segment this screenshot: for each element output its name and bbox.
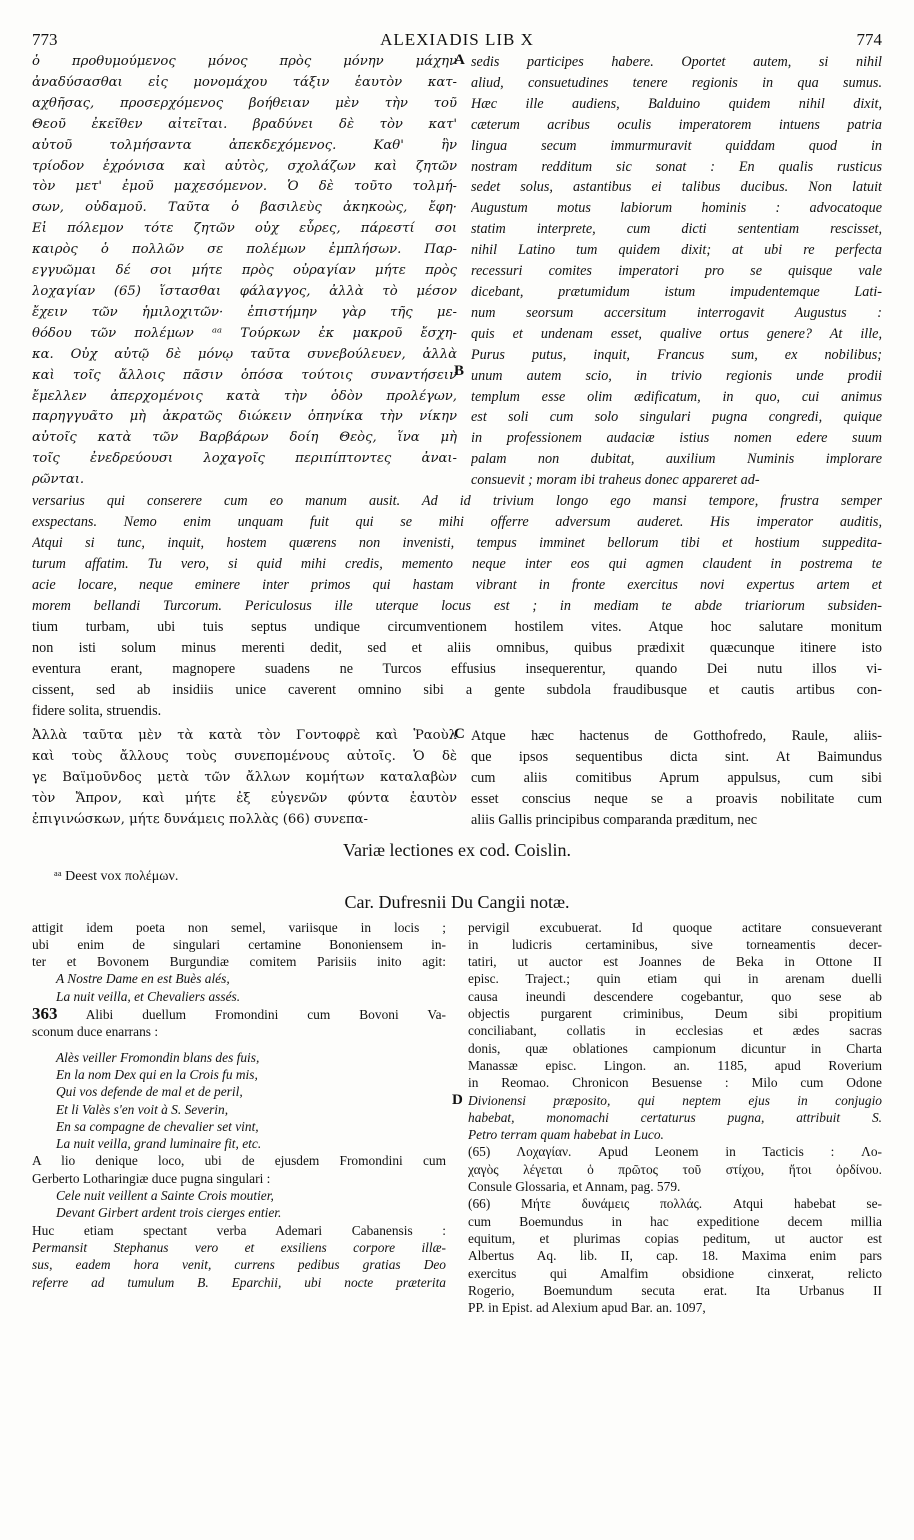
greek-line: ὁ προθυμούμενος μόνος πρὸς μόνην μάχην (32, 54, 457, 69)
greek-line: εγγυῶμαι δέ σοι μήτε πρὸς οὐραγίαν μήτε πρὸς (32, 263, 457, 279)
full-width-text (32, 491, 882, 722)
latin-line: consuevit ; moram ibi traheus donec appareret ad- (471, 472, 760, 489)
full-width-line: non isti solum minus merenti dedit, sed et aliis omnibus, quibus prædixit quæcunque itinere isto (32, 640, 882, 657)
notes-left-column (32, 919, 446, 1317)
greek-line: τὸν Ἄπρον, καὶ μήτε ἐξ εὐγενῶν φύντα ἑαυτὸν (32, 790, 457, 806)
margin-letter-b: B (454, 363, 465, 379)
latin-line: esset conscius neque se a proavis nobilitate cum (471, 790, 882, 807)
latin-line: lingua secum immurmuravit quiddam quod in (471, 137, 882, 154)
latin-line: sedis participes habere. Oportet autem, si nihil (471, 54, 882, 70)
latin-line: statim interprete, cum dicti sententiam rescisset, (471, 221, 882, 238)
latin-line: quis et undenam esset, qualive ortus genere? At ille, (471, 325, 882, 342)
latin-line: cum aliis comitibus Aprum appulsus, cum sibi (471, 769, 882, 786)
note-line: Devant Girbert ardent trois cierges entier. (56, 1205, 282, 1221)
full-width-line: fidere solita, struendis. (32, 703, 162, 720)
latin-line: Hæc ille audiens, Balduino quidem nihil dixit, (471, 95, 882, 112)
note-line: equitum, et plurimas copias peditum, ut auctor est (468, 1230, 882, 1246)
full-width-line: acie locare, neque eminere inter primos qui hastam vibrant in fronte exercitus novi expertus artem et (32, 577, 882, 594)
note-line (32, 1041, 446, 1049)
notes-right-column (452, 919, 882, 1317)
greek-line: ἔχειν τῶν ἡμιλοχιτῶν· ἐπιστήμην γὰρ τῆς με- (32, 304, 457, 320)
latin-column-2 (454, 726, 882, 831)
greek-line: τοῖς ἐνεδρεύουσι λοχαγοῖς περιπίπτοντες ἀναι- (32, 451, 457, 467)
greek-line: αὐτοῦ τολμήσαντα ἀπεκδεχόμενος. Καθ' ἣν (32, 137, 457, 153)
notes-heading: Car. Dufresnii Du Cangii notæ. (344, 891, 570, 912)
greek-line: ἀναδύσασθαι εἰς μονομάχου τάξιν ἑαυτὸν κατ- (32, 74, 457, 90)
latin-column (454, 52, 882, 491)
parallel-text-top (32, 52, 882, 491)
note-line: in Reomao. Chronicon Besuense : Milo cum Odone (468, 1075, 882, 1091)
greek-line: γε Βαϊμοῦνδος μετὰ τῶν ἄλλων κομήτων καταλαβὼν (32, 769, 457, 785)
note-line: Divionensi præposito, qui neptem ejus in conjugio (468, 1092, 882, 1108)
note-line: Huc etiam spectant verba Ademari Cabanensis : (32, 1222, 446, 1238)
note-line: attigit idem poeta non semel, variisque in locis ; (32, 919, 446, 935)
latin-line: nihil Latino tum quidem dixit; at ubi re perfecta (471, 242, 882, 259)
note-line: donis, quæ oblationes campionum dicuntur in Charta (468, 1040, 882, 1056)
greek-line: παρηγγυᾶτο μὴ ἀκρατῶς διώκειν ὁπηνίκα τὴν νίκην (32, 409, 457, 425)
latin-line: cæterum acribus oculis imperatorem intuens patria (471, 116, 882, 133)
note-line: Alès veiller Fromondin blans des fuis, (56, 1049, 260, 1065)
latin-line: aliis Gallis principibus comparanda præditum, nec (471, 811, 758, 828)
note-text: Alibi duellum Fromondini cum Bovoni Va- (85, 1007, 446, 1023)
note-line: habebat, monomachi certaturus pugna, attribuit S. (468, 1109, 882, 1125)
note-line: conciliabant, collatis in ecclesias et ædes sacras (468, 1023, 882, 1039)
latin-line: que ipsos sequentibus dicta sint. At Baimundus (471, 748, 882, 765)
note-line: Albertus Aq. lib. II, cap. 18. Maxima enim pars (468, 1248, 882, 1264)
latin-line: num seorsum accersitum interrogavit Augustus : (471, 304, 882, 321)
variae-heading: Variæ lectiones ex cod. Coislin. (343, 839, 571, 860)
full-width-line: cissent, sed ab insidiis unice caverent omnino sibi a gente subdola fraudibusque et cautis artibus con- (32, 682, 882, 699)
note-line (32, 1005, 446, 1023)
note-line: sus, eadem hora venit, currens pedibus gratias Deo (32, 1257, 446, 1273)
page-number-left: 773 (32, 30, 58, 49)
greek-line: Ἀλλὰ ταῦτα μὲν τὰ κατὰ τὸν Γοντοφρὲ καὶ Ῥαοὺλ (32, 728, 457, 744)
margin-letter-a: A (454, 52, 465, 68)
note-line: tatiri, ut auctor est Joannes de Beka in Ottone II (468, 954, 882, 970)
note-line: A lio denique loco, ubi de ejusdem Fromondini cum (32, 1153, 446, 1169)
variae-note: ᵃᵃ Deest vox πολέμων. (54, 868, 179, 884)
page-marker: 363 (32, 1005, 58, 1024)
note-line: A Nostre Dame en est Buès alés, (56, 971, 230, 987)
note-line: causa ineundi descendere cogebantur, quo sese ab (468, 988, 882, 1004)
notes-columns (32, 919, 882, 1317)
latin-line: Purus putus, inquit, Francus sum, ex nobilibus; (471, 346, 882, 363)
latin-line: nostram redditum sic sonat : En qualis rusticus (471, 158, 882, 175)
greek-line: θόδου τῶν πολέμων ᵃᵃ Τούρκων ἐκ μακροῦ ἔσχη- (32, 325, 457, 341)
full-width-line: eventura erant, magnopere suadens ne Turcos effusius insequerentur, quando Dei nutu illos vi- (32, 661, 882, 678)
note-line: Qui vos defende de mal et de peril, (56, 1084, 243, 1100)
note-line: episc. Traject.; quin etiam qui in arenam duelli (468, 971, 882, 987)
greek-column (32, 52, 457, 491)
latin-line: Atque hæc hactenus de Gotthofredo, Raule, aliis- (471, 728, 882, 745)
note-line: Cele nuit veillent a Sainte Crois moutier, (56, 1188, 274, 1204)
full-width-line: versarius qui conserere cum eo manum ausit. Ad id trivium longo ego mansi tempore, frustra semper (32, 493, 882, 510)
page-number-right: 774 (856, 30, 882, 49)
note-line: En sa compagne de chevalier set vint, (56, 1118, 259, 1134)
note-line: cum Boemundus in hac expeditione decem millia (468, 1213, 882, 1229)
full-width-line: morem bellandi Turcorum. Periculosus ille uterque locus est ; in mediam te abde triariorum subsiden- (32, 598, 882, 615)
note-line: exercitus qui Amalfim obsidione cinxerat, relicto (468, 1265, 882, 1281)
note-line: pervigil excubuerat. Id quoque actitare consueverant (468, 919, 882, 935)
note-line: χαγὸς λέγεται ὁ πρῶτος τοῦ στίχου, ἤτοι ὀρδίνου. (468, 1161, 882, 1177)
latin-line: templum esse olim ædificatum, in quo, cui animus (471, 388, 882, 405)
margin-letter-d: D (452, 1091, 463, 1108)
running-title: ALEXIADIS LIB X (380, 30, 534, 49)
parallel-text-bottom (32, 726, 882, 831)
greek-line: κα. Οὐχ αὐτῷ δὲ μόνῳ ταῦτα συνεβούλευεν, ἀλλὰ (32, 346, 457, 362)
latin-line: in professionem audaciæ istius nomen edere suum (471, 430, 882, 447)
running-header (32, 30, 882, 52)
note-line: sconum duce enarrans : (32, 1024, 159, 1040)
greek-line: Εἰ πόλεμον τότε ζητῶν οὐχ εὗρες, πάρεστί σοι (32, 221, 457, 237)
note-line: Permansit Stephanus vero et exsiliens corpore illæ- (32, 1239, 446, 1255)
latin-line: palam non dubitat, auxilium Numinis implorare (471, 451, 882, 468)
margin-letter-c: C (454, 726, 465, 743)
greek-line: ἔμελλεν ἀπερχομένοις κατὰ τὴν ὁδὸν προλέγων, (32, 388, 457, 404)
latin-line: Augustum motus labiorum hominis : advocatoque (471, 200, 882, 217)
note-line: Et li Valès s'en voit à S. Severin, (56, 1101, 229, 1117)
note-line: Consule Glossaria, et Annam, pag. 579. (468, 1179, 681, 1195)
note-line: Gerberto Lotharingiæ duce pugna singulari : (32, 1170, 271, 1186)
note-line: referre ad tumulum B. Eparchii, ubi nocte præterita (32, 1274, 446, 1290)
note-line: ubi enim de singulari certamine Bononiensem in- (32, 936, 446, 952)
note-line: (66) Μήτε δυνάμεις πολλάς. Atqui habebat se- (468, 1196, 882, 1212)
greek-line: καιρὸς ὁ πολλῶν σε πολέμων ἐμπλήσων. Παρ- (32, 242, 457, 258)
greek-line: τρίοδον ἐχρόνισα καὶ αὐτὸς, σχολάζων καὶ ζητῶν (32, 158, 457, 174)
full-width-line: turum affatim. Tu vero, si quid mihi credis, memento neque inter eos qui agmen claudent in postrema te (32, 556, 882, 573)
latin-line: aliud, consuetudines tenere regionis in qua sumus. (471, 74, 882, 91)
note-line: Rogerio, Boemundum secuta erat. Ita Urbanus II (468, 1282, 882, 1298)
greek-line: τὸν μετ' ἐμοῦ μαχεσόμενον. Ὁ δὲ τοῦτο τολμή- (32, 179, 457, 195)
note-line: (65) Λοχαγίαν. Apud Leonem in Tacticis : Λο- (468, 1144, 882, 1160)
latin-line: sedet solus, astantibus ei talibus ducibus. Non latuit (471, 179, 882, 196)
note-line: in ludicris certaminibus, sive torneamentis decer- (468, 936, 882, 952)
greek-line: ρῶνται. (32, 472, 85, 488)
note-line: Petro terram quam habebat in Luco. (468, 1127, 664, 1143)
latin-line: recessuri comites imperatori pro se quisque vale (471, 263, 882, 280)
note-line: La nuit veilla, et Chevaliers assés. (56, 988, 241, 1004)
note-line: objectis purgarent criminibus, Deum sibi propitium (468, 1006, 882, 1022)
latin-line: unum autem scio, in trivio regionis unde prodii (471, 367, 882, 384)
note-line: La nuit veilla, grand luminaire fit, etc. (56, 1136, 262, 1152)
full-width-line: exspectans. Nemo enim unquam fuit qui se mihi offerre adversum auderet. His imperator auditis, (32, 514, 882, 531)
greek-line: λοχαγίαν (65) ἵστασθαι φάλαγγος, ἀλλὰ τὸ μέσον (32, 283, 457, 299)
note-line: Manassæ episc. Lingon. an. 1185, apud Roverium (468, 1057, 882, 1073)
full-width-line: Atqui si tunc, inquit, hostem quærens non invenisti, tempus imminet bellorum tibi et hostium suppedita- (32, 535, 882, 552)
latin-line: dicebant, prætumidum istum impudentemque Lati- (471, 283, 882, 300)
note-line: ter et Bovonem Burgundiæ comitem Parisiis inito agit: (32, 954, 446, 970)
greek-line: καὶ τοῖς ἄλλοις πᾶσιν ὁπόσα τούτοις συναντήσειν (32, 367, 457, 383)
greek-column-2 (32, 726, 457, 831)
note-line: PP. in Epist. ad Alexium apud Bar. an. 1097, (468, 1300, 706, 1316)
greek-line: αχθῆσας, προσερχόμενος βοήθειαν μὲν τὴν τοῦ (32, 95, 457, 111)
note-line: En la nom Dex qui en la Crois fu mis, (56, 1066, 258, 1082)
greek-line: Θεοῦ ἐκεῖθεν αἰτεῖται. βραδύνει δὲ τὸν κατ' (32, 116, 457, 132)
greek-line: καὶ τοὺς ἄλλους τοὺς συνεπομένους αὐτοῖς. Ὁ δὲ (32, 748, 457, 764)
latin-line: est soli cum solo singulari pugna congredi, quique (471, 409, 882, 426)
greek-line: ἐπιγινώσκων, μήτε δυνάμεις πολλὰς (66) συνεπα- (32, 811, 368, 827)
full-width-line: tium turbam, ubi tuis septus undique circumventionem hostilem vites. Atque hoc salutare monitum (32, 619, 882, 636)
greek-line: αὐτοῖς κατὰ τῶν Βαρβάρων δοίη Θεὸς, ἵνα μὴ (32, 430, 457, 446)
greek-line: σων, οὐδαμοῦ. Ταῦτα ὁ βασιλεὺς ἀκηκοὼς, ἔφη· (32, 200, 457, 216)
